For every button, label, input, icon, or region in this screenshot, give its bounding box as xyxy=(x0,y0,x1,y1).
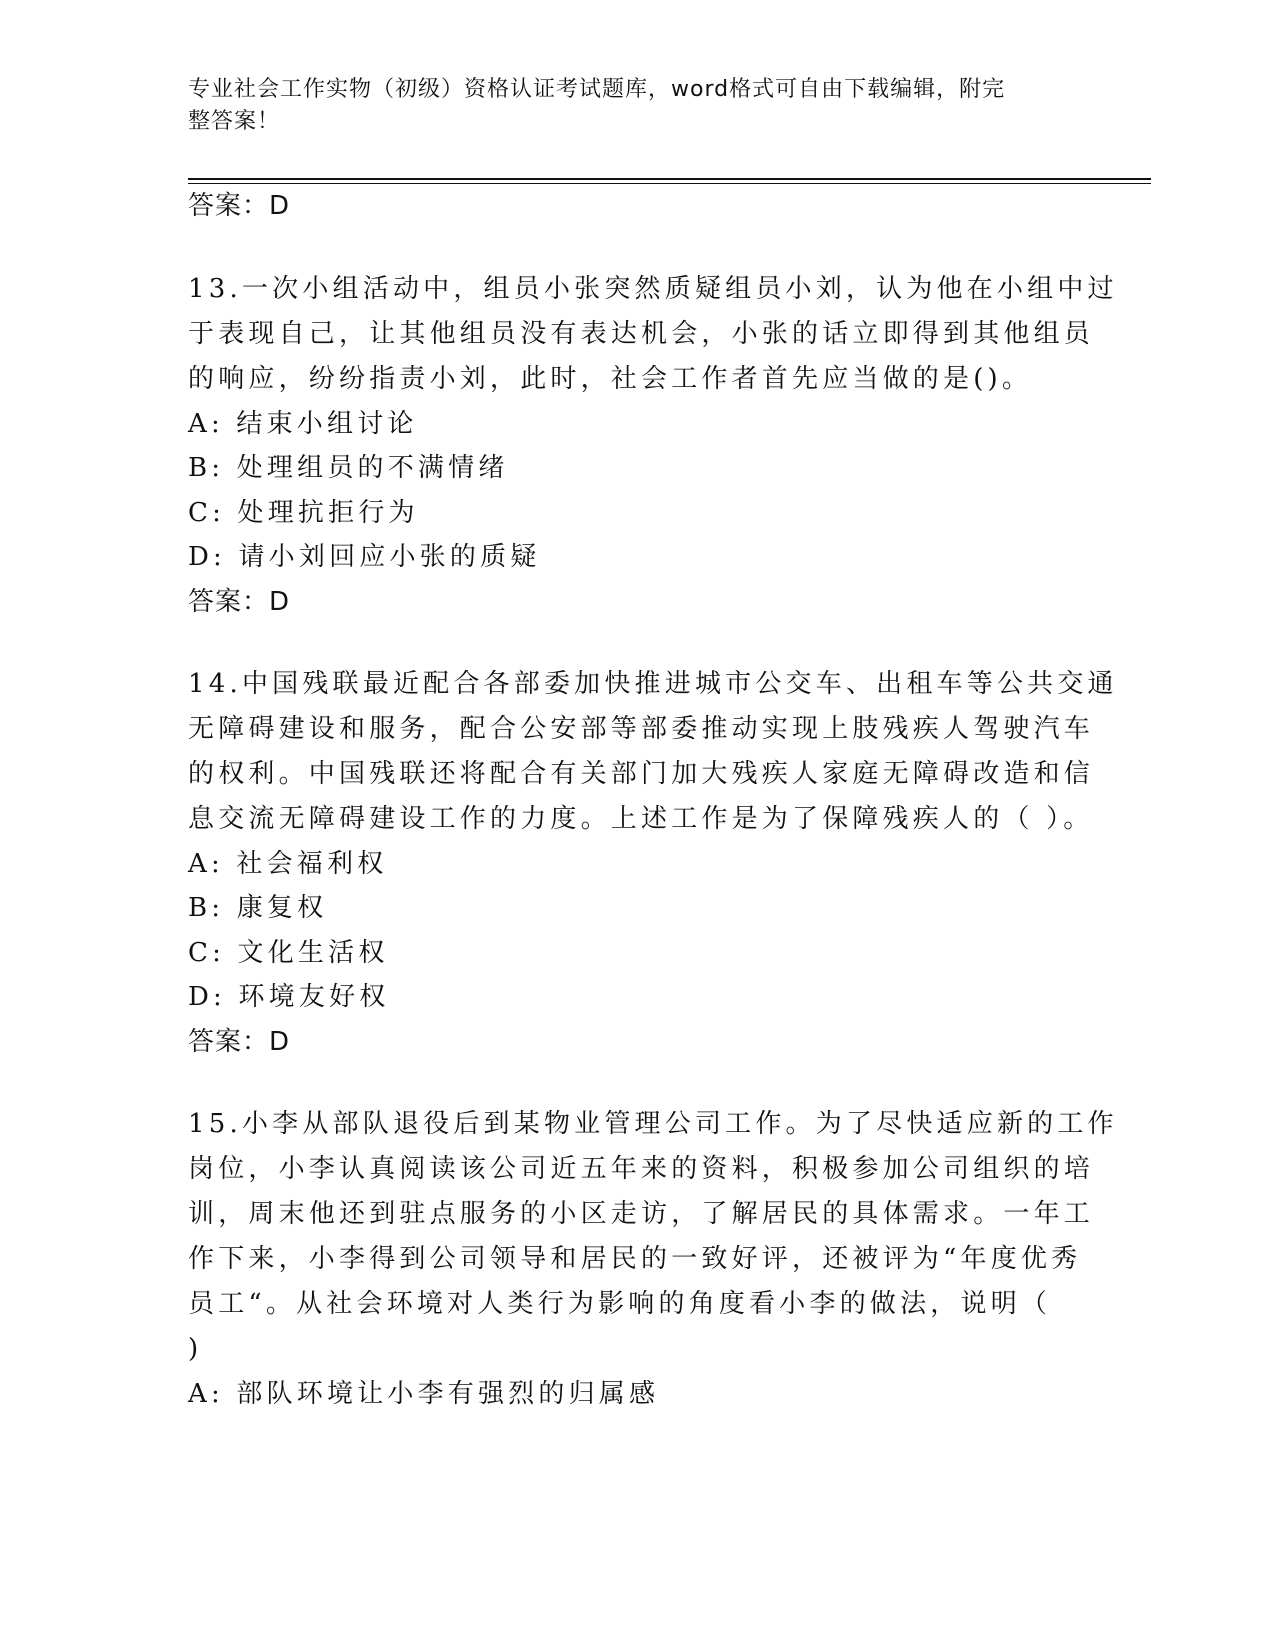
question-14-option-a: A: 社会福利权 xyxy=(188,849,388,879)
question-15-line-2: 岗位，小李认真阅读该公司近五年来的资料，积极参加公司组织的培 xyxy=(188,1154,1095,1184)
header-divider-thin xyxy=(188,183,1151,184)
question-13-option-b: B: 处理组员的不满情绪 xyxy=(188,453,509,483)
question-14-option-d: D: 环境友好权 xyxy=(188,982,390,1012)
header-divider xyxy=(188,178,1151,180)
question-13-option-d: D: 请小刘回应小张的质疑 xyxy=(188,542,541,572)
question-14-answer: 答案：D xyxy=(188,1027,291,1057)
question-13-line-3: 的响应，纷纷指责小刘，此时，社会工作者首先应当做的是()。 xyxy=(188,364,1033,394)
question-13-line-2: 于表现自己，让其他组员没有表达机会，小张的话立即得到其他组员 xyxy=(188,319,1095,349)
question-15-line-5: 员工“。从社会环境对人类行为影响的角度看小李的做法，说明（ xyxy=(188,1289,1052,1319)
question-13-option-a: A: 结束小组讨论 xyxy=(188,409,418,439)
question-14-line-4: 息交流无障碍建设工作的力度。上述工作是为了保障残疾人的（ ）。 xyxy=(188,804,1094,834)
question-14-line-1: 14.中国残联最近配合各部委加快推进城市公交车、出租车等公共交通 xyxy=(188,669,1118,699)
page-header xyxy=(188,74,1088,138)
header-line-2: 整答案！ xyxy=(188,109,281,134)
previous-answer: 答案：D xyxy=(188,191,291,221)
question-13-line-1: 13.一次小组活动中，组员小张突然质疑组员小刘，认为他在小组中过 xyxy=(188,274,1118,304)
question-15-line-4: 作下来，小李得到公司领导和居民的一致好评，还被评为“年度优秀 xyxy=(188,1244,1082,1274)
question-14-option-c: C: 文化生活权 xyxy=(188,938,389,968)
question-13-option-c: C: 处理抗拒行为 xyxy=(188,498,419,528)
question-14-line-2: 无障碍建设和服务，配合公安部等部委推动实现上肢残疾人驾驶汽车 xyxy=(188,714,1095,744)
question-13-answer: 答案：D xyxy=(188,587,291,617)
question-15-line-3: 训，周末他还到驻点服务的小区走访，了解居民的具体需求。一年工 xyxy=(188,1199,1095,1229)
question-15-line-1: 15.小李从部队退役后到某物业管理公司工作。为了尽快适应新的工作 xyxy=(188,1109,1118,1139)
header-line-1: 专业社会工作实物（初级）资格认证考试题库，word格式可自由下载编辑，附完 xyxy=(188,77,1006,102)
question-15-line-6: ) xyxy=(188,1334,203,1364)
question-14-option-b: B: 康复权 xyxy=(188,893,328,923)
question-15-option-a: A: 部队环境让小李有强烈的归属感 xyxy=(188,1379,660,1409)
question-14-line-3: 的权利。中国残联还将配合有关部门加大残疾人家庭无障碍改造和信 xyxy=(188,759,1095,789)
